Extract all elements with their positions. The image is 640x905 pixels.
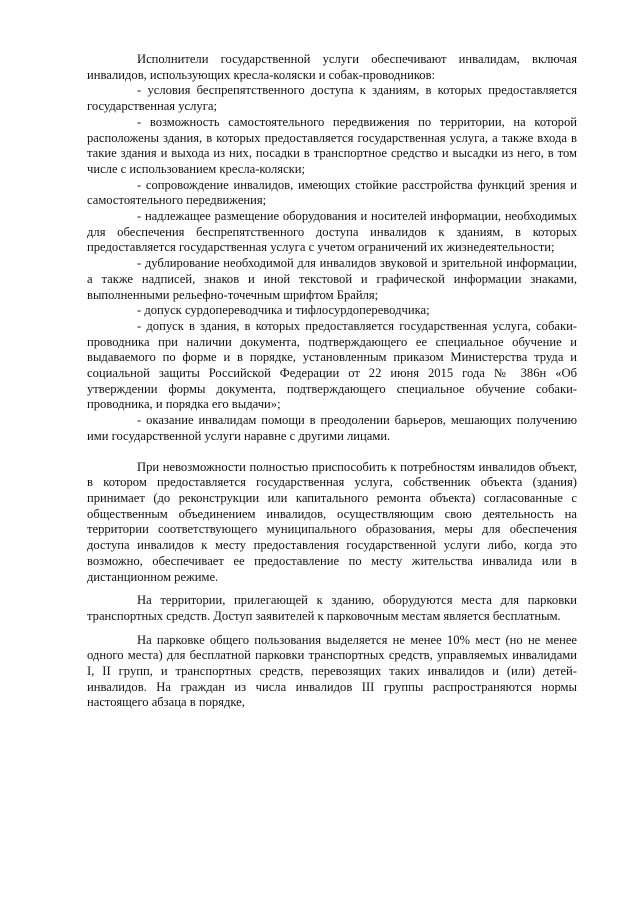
list-item: - оказание инвалидам помощи в преодолении барьеров, мешающих получению ими государственной услуги наравне с другими лицами. bbox=[87, 413, 577, 443]
list-item: - допуск сурдопереводчика и тифлосурдопереводчика; bbox=[137, 303, 430, 318]
list-item: - возможность самостоятельного передвижения по территории, на которой расположены здания, в которых предоставляется государственная услуга, а также входа в такие здания и выхода из них, посадки в транспортное средство и высадки из него, в том числе с использованием кресла-коляски; bbox=[87, 114, 577, 176]
list-item: - сопровождение инвалидов, имеющих стойкие расстройства функций зрения и самостоятельного передвижения; bbox=[87, 177, 577, 208]
list-item: - допуск в здания, в которых предоставляется государственная услуга, собаки-проводника при наличии документа, подтверждающего ее специальное обучение и выдаваемого по форме и в порядке, установленным приказом Министерства труда и социальной защиты Российской Федерации от 22 июня 2015 года № 386н «Об утверждении формы документа, подтверждающего специальное обучение собаки-проводника, и порядка его выдачи»; bbox=[87, 318, 577, 412]
intro-paragraph: Исполнители государственной услуги обеспечивают инвалидам, включая инвалидов, использующих кресла-коляски и собак-проводников: bbox=[87, 52, 577, 82]
list-item: - надлежащее размещение оборудования и носителей информации, необходимых для обеспечения беспрепятственного доступа инвалидов к зданиям, в которых предоставляется государственная услуга с учетом ограничений их жизнедеятельности; bbox=[87, 209, 577, 255]
list-item: - условия беспрепятственного доступа к зданиям, в которых предоставляется государственная услуга; bbox=[87, 83, 577, 114]
document-page bbox=[87, 52, 577, 711]
list-item: - дублирование необходимой для инвалидов звуковой и зрительной информации, а также надписей, знаков и иной текстовой и графической информации знаками, выполненными рельефно-точечным шрифтом Брайля; bbox=[87, 256, 577, 302]
paragraph-impossible-adaptation: При невозможности полностью приспособить к потребностям инвалидов объект, в котором предоставляется государственная услуга, собственник объекта (здания) принимает (до реконструкции или капитального ремонта объекта) согласованные с общественным объединением инвалидов, осуществляющим свою деятельность на территории соответствующего муниципального образования, меры для обеспечения доступа инвалидов к месту предоставления государственной услуги либо, когда это возможно, обеспечивает ее предоставление по месту жительства инвалида или в дистанционном режиме. bbox=[87, 459, 577, 584]
paragraph-parking: На территории, прилегающей к зданию, оборудуются места для парковки транспортных средств. Доступ заявителей к парковочным местам является бесплатным. bbox=[87, 593, 577, 623]
paragraph-public-parking: На парковке общего пользования выделяется не менее 10% мест (но не менее одного места) для бесплатной парковки транспортных средств, управляемых инвалидами I, II групп, и транспортных средств, перевозящих таких инвалидов и (или) детей-инвалидов. На граждан из числа инвалидов III группы распространяются нормы настоящего абзаца в порядке, bbox=[87, 632, 577, 710]
